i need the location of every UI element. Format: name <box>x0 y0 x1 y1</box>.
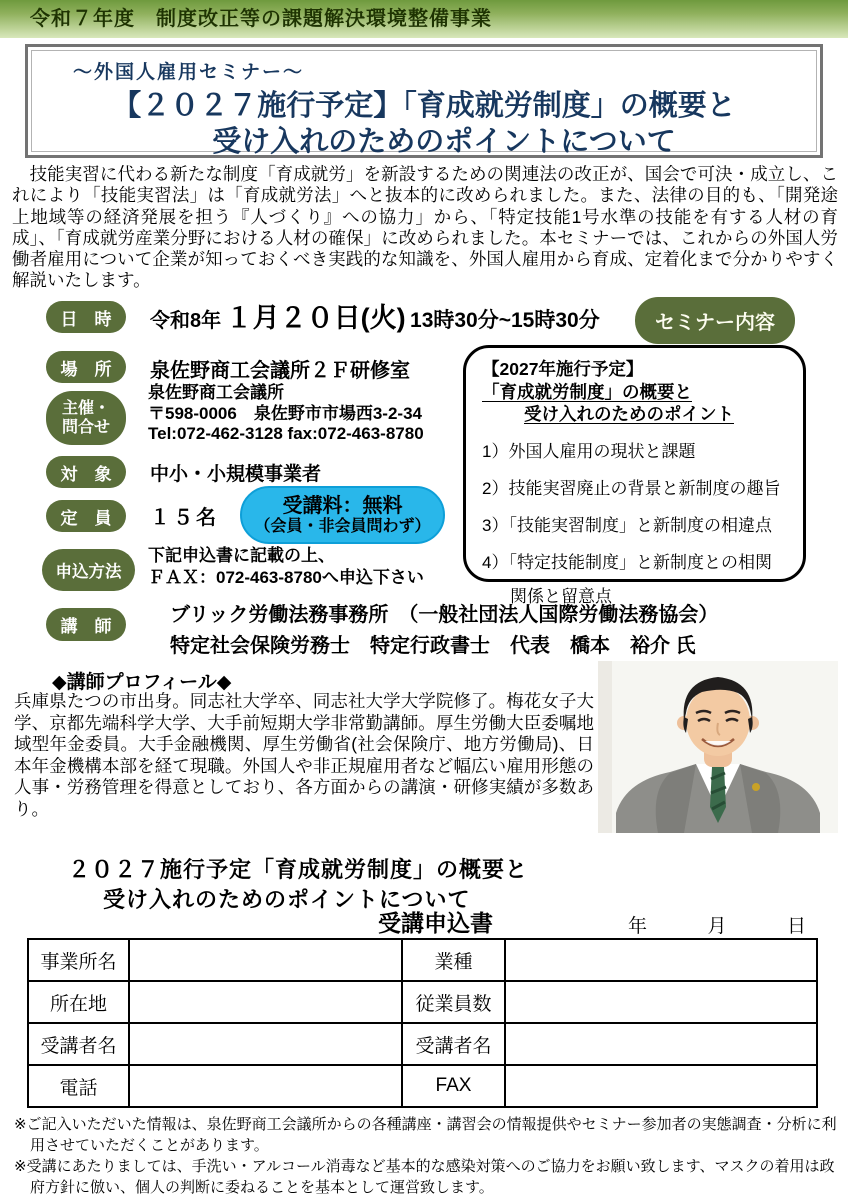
form-label-phone: 電話 <box>28 1065 129 1107</box>
form-field-attendee-1 <box>129 1023 402 1065</box>
capacity-value: １５名 <box>150 507 219 529</box>
form-label-attendee-1: 受講者名 <box>28 1023 129 1065</box>
lecturer-photo-illustration <box>598 661 838 833</box>
content-item-1: 1）外国人雇用の現状と課題 <box>482 441 696 461</box>
organizer-phone: Tel:072-462-3128 fax:072-463-8780 <box>148 424 424 443</box>
lecturer-value <box>170 600 718 662</box>
form-field-industry <box>505 939 817 981</box>
datetime-value <box>150 296 600 335</box>
badge-target: 対 象 <box>46 456 126 488</box>
organizer-value <box>148 383 424 445</box>
form-field-address <box>129 981 402 1023</box>
form-field-business-name <box>129 939 402 981</box>
datetime-era: 令和8年 <box>150 310 222 332</box>
form-field-employees <box>505 981 817 1023</box>
table-row-address <box>28 981 817 1023</box>
form-name: 受講申込書 <box>378 910 493 936</box>
venue-value: 泉佐野商工会議所２Ｆ研修室 <box>150 360 410 382</box>
program-banner: 令和７年度 制度改正等の課題解決環境整備事業 <box>0 0 848 38</box>
lecturer-photo <box>598 661 838 833</box>
target-value: 中小・小規模事業者 <box>150 464 322 485</box>
form-label-employees: 従業員数 <box>402 981 505 1023</box>
note-privacy: ※ご記入いただいた情報は、泉佐野商工会議所からの各種講座・講習会の情報提供やセミナー参加者の実態調査・分析に利用させていただくことがあります。 <box>14 1116 837 1154</box>
intro-paragraph: 技能実習に代わる新たな制度「育成就労」を新設するための関連法の改正が、国会で可決・成立し、これにより「技能実習法」は「育成就労法」へと抜本的に改められました。また、法律の目的も、「開発途上地域等の経済発展を担う『人づくり』への協力」から、「特定技能1号水準の技能を有する人材の育成」、「育成就労産業分野における人材の確保」に改められました。本セミナーでは、これからの外国人労働者雇用について企業が知っておくべき実践的な知識を、外国人雇用から育成、定着化まで分かりやすく解説いたします。 <box>12 164 838 291</box>
organizer-name: 泉佐野商工会議所 <box>148 383 284 402</box>
form-title-line2: 受け入れのためのポイントについて <box>103 887 471 912</box>
badge-venue: 場 所 <box>46 351 126 383</box>
application-line1: 下記申込書に記載の上、 <box>148 546 335 565</box>
note-covid: ※受講にあたりましては、手洗い・アルコール消毒など基本的な感染対策へのご協力をお願い致します、マスクの着用は政府方針に倣い、個人の判断に委ねることを基本として運営致します。 <box>14 1158 835 1196</box>
form-label-fax: FAX <box>402 1065 505 1107</box>
lecturer-office: ブリック労働法務事務所 （一般社団法人国際労働法務協会） <box>170 604 719 626</box>
application-table <box>27 938 818 1108</box>
content-heading-2: 「育成就労制度」の概要と <box>482 381 692 402</box>
fee-badge <box>240 486 445 544</box>
form-date-month: 月 <box>707 916 727 937</box>
content-heading-1: 【2027年施行予定】 <box>482 359 644 379</box>
seminar-content-panel <box>463 345 806 606</box>
organizer-address: 〒598-0006 泉佐野市市場西3-2-34 <box>148 403 422 423</box>
form-field-phone <box>129 1065 402 1107</box>
form-date-year: 年 <box>628 916 648 937</box>
footer-notes <box>14 1114 842 1198</box>
seminar-title-line1: 【２０２７施行予定】「育成就労制度」の概要と <box>112 90 736 122</box>
form-date-fields <box>628 911 806 938</box>
badge-capacity: 定 員 <box>46 500 126 532</box>
content-heading-3: 受け入れのためのポイント <box>524 404 734 424</box>
form-date-day: 日 <box>786 916 806 937</box>
application-line2: ＦＡＸ：072-463-8780へ申込下さい <box>148 568 424 587</box>
content-item-2: 2）技能実習廃止の背景と新制度の趣旨 <box>482 478 781 498</box>
content-item-3: 3）「技能実習制度」と新制度の相違点 <box>482 515 772 535</box>
title-box <box>25 44 823 158</box>
profile-text: 兵庫県たつの市出身。同志社大学卒、同志社大学大学院修了。梅花女子大学、京都先端科学大学、大手前短期大学非常勤講師。厚生労働大臣委嘱地域型年金委員。大手金融機関、厚生労働省(社会保険庁、地方労働局)、日本年金機構本部を経て現職。外国人や非正規雇用者など幅広い雇用形態の人事・労務管理を得意としており、各方面からの講演・研修実績が多数あり。 <box>14 691 594 819</box>
seminar-title-line2: 受け入れのためのポイントについて <box>212 126 676 158</box>
badge-organizer <box>46 391 126 445</box>
form-label-industry: 業種 <box>402 939 505 981</box>
badge-organizer-label: 主催・ 問合せ <box>61 400 110 436</box>
content-item-4: 4）「特定技能制度」と新制度との相関 <box>482 552 772 572</box>
datetime-time: 13時30分~15時30分 <box>410 309 600 332</box>
table-row-contact <box>28 1065 817 1107</box>
badge-lecturer: 講 師 <box>46 608 126 641</box>
form-label-business-name: 事業所名 <box>28 939 129 981</box>
fee-line2: （会員・非会員問わず） <box>254 517 431 535</box>
table-row-attendees <box>28 1023 817 1065</box>
table-row-business <box>28 939 817 981</box>
lecturer-name: 特定社会保険労務士 特定行政書士 代表 橋本 裕介 氏 <box>170 635 696 657</box>
badge-datetime: 日 時 <box>46 301 126 333</box>
form-label-address: 所在地 <box>28 981 129 1023</box>
datetime-date: １月２０日(火) <box>225 303 406 333</box>
seminar-subtitle: ～外国人雇用セミナー～ <box>73 62 305 83</box>
form-label-attendee-2: 受講者名 <box>402 1023 505 1065</box>
content-item-4-cont: 関係と留意点 <box>510 586 612 606</box>
fee-line1: 受講料：無料 <box>282 494 403 517</box>
seminar-content-badge: セミナー内容 <box>635 297 795 344</box>
profile-heading: ◆講師プロフィール◆ <box>52 672 232 693</box>
form-title-line1: ２０２７施行予定「育成就労制度」の概要と <box>68 857 529 882</box>
form-field-fax <box>505 1065 817 1107</box>
form-field-attendee-2 <box>505 1023 817 1065</box>
application-value <box>148 545 424 589</box>
badge-application: 申込方法 <box>42 549 135 591</box>
